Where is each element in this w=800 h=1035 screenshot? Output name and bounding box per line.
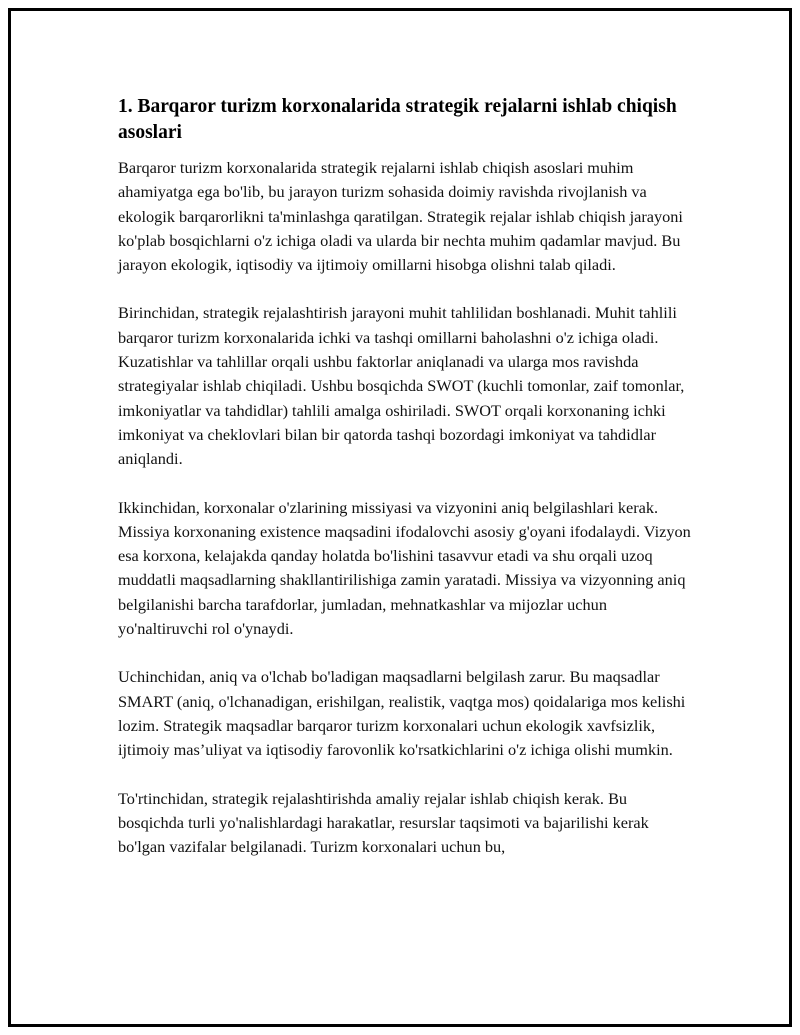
paragraph-second: Ikkinchidan, korxonalar o'zlarining missiyasi va vizyonini aniq belgilashlari kerak. Missiya korxonaning existence maqsadini ifodalovchi asosiy g'oyani ifodalaydi. Vizyon esa korxona, kelajakda qanday holatda bo'lishini tasavvur etadi va shu orqali uzoq muddatli maqsadlarning shakllantirilishiga zamin yaratadi. Missiya va vizyonning aniq belgilanishi barcha tarafdorlar, jumladan, mehnatkashlar va mijozlar uchun yo'naltiruvchi rol o'ynaydi.: [118, 497, 691, 639]
paragraph-first: Birinchidan, strategik rejalashtirish jarayoni muhit tahlilidan boshlanadi. Muhit tahlili barqaror turizm korxonalarida ichki va tashqi omillarni baholashni o'z ichiga oladi. Kuzatishlar va tahlillar orqali ushbu faktorlar aniqlanadi va ularga mos ravishda strategiyalar ishlab chiqiladi. Ushbu bosqichda SWOT (kuchli tomonlar, zaif tomonlar, imkoniyatlar va tahdidlar) tahlili amalga oshiriladi. SWOT orqali korxonaning ichki imkoniyat va cheklovlari bilan bir qatorda tashqi bozordagi imkoniyat va tahdidlar aniqlandi.: [118, 303, 685, 469]
paragraph-third: Uchinchidan, aniq va o'lchab bo'ladigan maqsadlarni belgilash zarur. Bu maqsadlar SMART (aniq, o'lchanadigan, erishilgan, realistik, vaqtga mos) qoidalariga mos kelishi lozim. Strategik maqsadlar barqaror turizm korxonalari uchun ekologik xavfsizlik, ijtimoiy mas’uliyat va iqtisodiy farovonlik ko'rsatkichlarini o'z ichiga olishi mumkin.: [118, 667, 686, 760]
paragraph-fourth: To'rtinchidan, strategik rejalashtirishda amaliy rejalar ishlab chiqish kerak. Bu bosqichda turli yo'nalishlardagi harakatlar, resurslar taqsimoti va bajarilishi kerak bo'lgan vazifalar belgilanadi. Turizm korxonalari uchun bu,: [118, 788, 649, 857]
paragraph-intro: Barqaror turizm korxonalarida strategik rejalarni ishlab chiqish asoslari muhim ahamiyatga ega bo'lib, bu jarayon turizm sohasida doimiy ravishda rivojlanish va ekologik barqarorlikni ta'minlashga qaratilgan. Strategik rejalar ishlab chiqish jarayoni ko'plab bosqichlarni o'z ichiga oladi va ularda bir nechta muhim qadamlar mavjud. Bu jarayon ekologik, iqtisodiy va ijtimoiy omillarni hisobga olishni talab qiladi.: [118, 158, 683, 275]
document-body: [118, 94, 692, 883]
section-heading: 1. Barqaror turizm korxonalarida strategik rejalarni ishlab chiqish asoslari: [118, 96, 677, 143]
